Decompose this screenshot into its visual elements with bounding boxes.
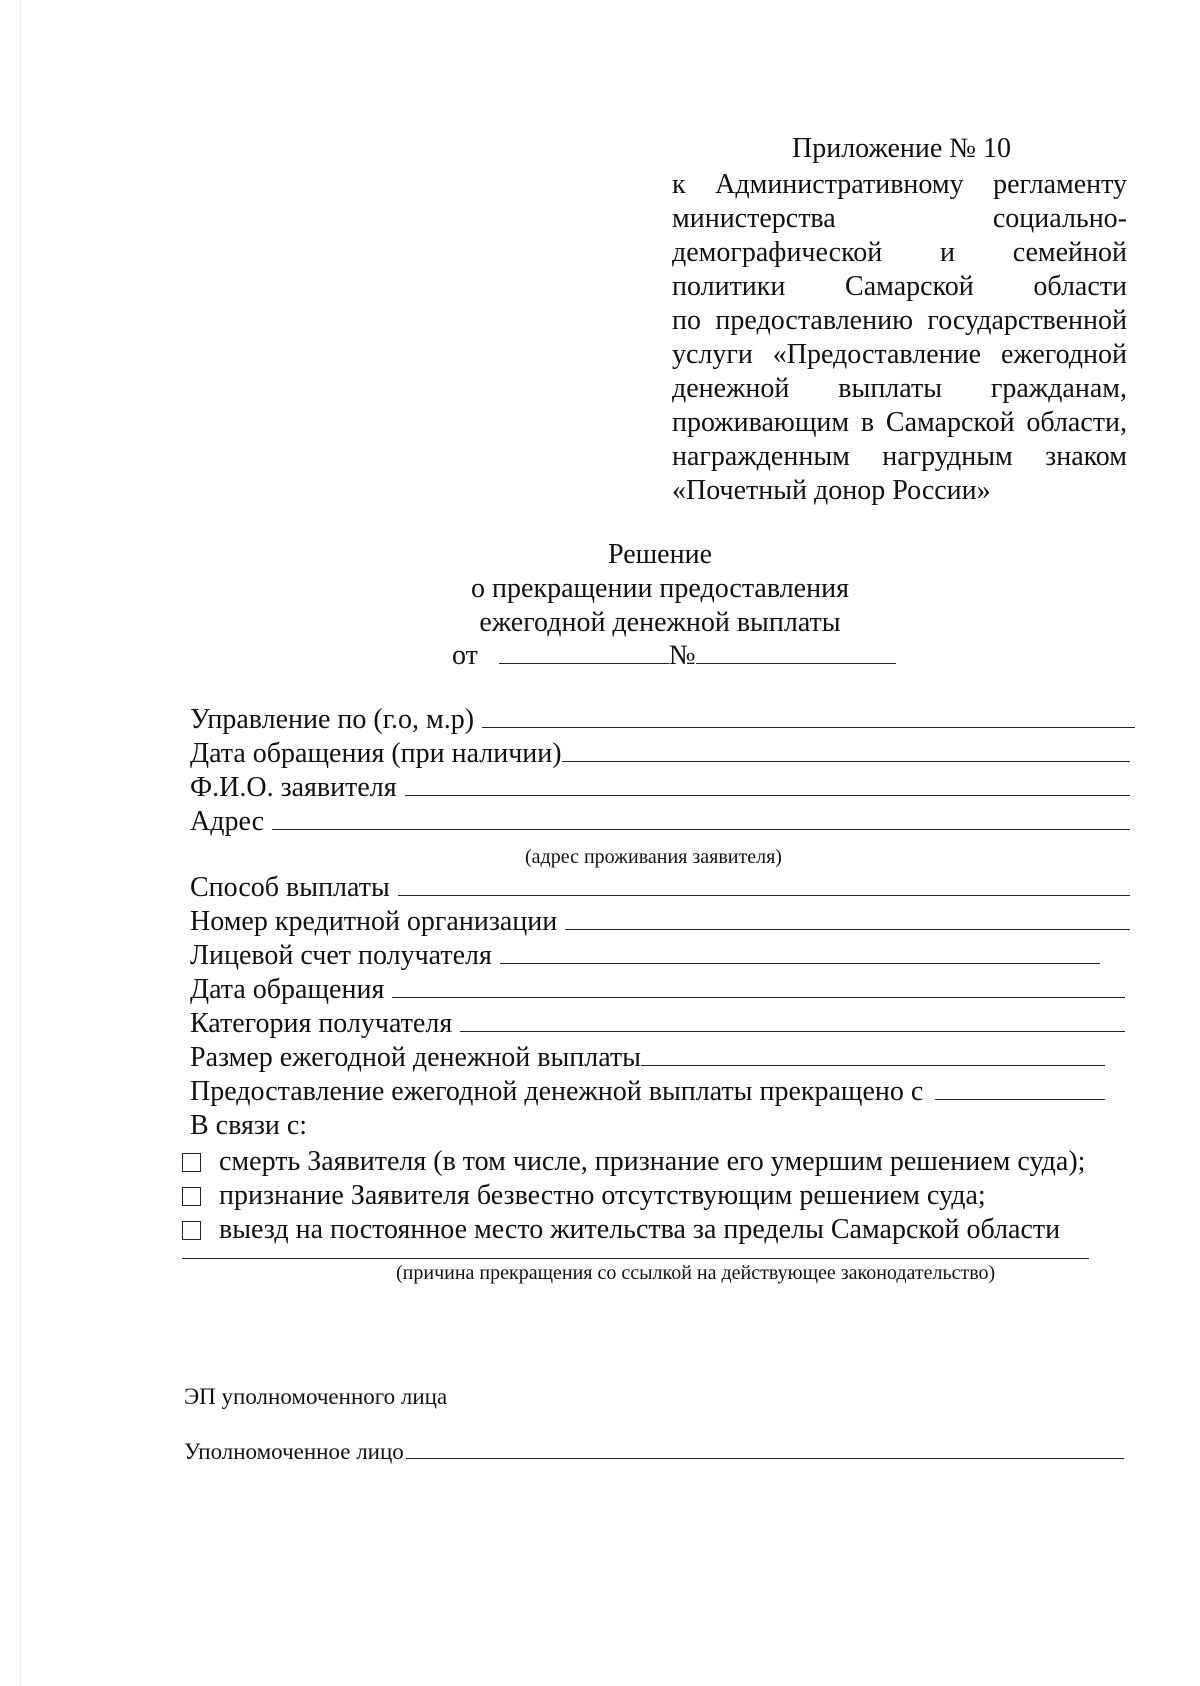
appendix-line: министерства социально-	[672, 203, 1127, 234]
checkbox[interactable]	[182, 1187, 201, 1206]
appendix-line: проживающим в Самарской области,	[672, 407, 1127, 438]
address-field	[190, 806, 1130, 838]
terminated-from-field	[190, 1076, 1105, 1108]
reason-relocation-label: выезд на постоянное место жительства за пределы Самарской области	[219, 1214, 1061, 1245]
appendix-line: к Административному регламенту	[672, 169, 1127, 200]
request-date-blank[interactable]	[392, 975, 1125, 998]
appendix-line: награжденным нагрудным знаком	[672, 441, 1127, 472]
ep-label: ЭП уполномоченного лица	[184, 1384, 448, 1409]
checkbox[interactable]	[182, 1153, 201, 1172]
applicant-name-field	[190, 772, 1130, 804]
payment-method-blank[interactable]	[398, 873, 1130, 896]
recipient-account-field	[190, 940, 1100, 972]
request-date-optional-blank[interactable]	[562, 739, 1130, 762]
authorized-person-blank[interactable]	[406, 1438, 1124, 1459]
appendix-line: по предоставлению государственной	[672, 305, 1127, 336]
address-blank[interactable]	[272, 807, 1130, 830]
decision-subtitle-1: о прекращении предоставления	[471, 573, 849, 604]
reason-death-option[interactable]	[182, 1146, 1085, 1178]
appendix-header	[672, 132, 1127, 508]
appendix-line: «Почетный донор России»	[672, 475, 991, 506]
recipient-account-blank[interactable]	[500, 941, 1100, 964]
decision-heading	[430, 538, 890, 640]
reason-death-label: смерть Заявителя (в том числе, признание его умершим решением суда);	[219, 1146, 1086, 1177]
applicant-name-blank[interactable]	[405, 773, 1130, 796]
applicant-name-label: Ф.И.О. заявителя	[190, 772, 397, 803]
reason-missing-option[interactable]	[182, 1180, 986, 1212]
appendix-line: демографической и семейной	[672, 237, 1127, 268]
credit-org-label: Номер кредитной организации	[190, 906, 558, 937]
payment-method-field	[190, 872, 1130, 904]
decision-number-blank[interactable]	[696, 663, 896, 664]
request-date-label: Дата обращения	[190, 974, 385, 1005]
address-label: Адрес	[190, 806, 265, 837]
department-label: Управление по (г.о, м.р)	[190, 704, 475, 735]
request-date-optional-field	[190, 738, 1130, 770]
request-date-optional-label: Дата обращения (при наличии)	[190, 738, 562, 769]
address-hint: (адрес проживания заявителя)	[525, 846, 782, 868]
recipient-account-label: Лицевой счет получателя	[190, 940, 492, 971]
credit-org-blank[interactable]	[565, 907, 1130, 930]
authorized-person-field	[184, 1438, 1124, 1465]
number-label: №	[668, 640, 696, 671]
terminated-from-blank[interactable]	[935, 1077, 1105, 1100]
recipient-category-blank[interactable]	[460, 1009, 1125, 1032]
in-connection-field	[190, 1110, 590, 1142]
appendix-line: денежной выплаты гражданам,	[672, 373, 1127, 404]
in-connection-label: В связи с:	[190, 1110, 308, 1141]
request-date-field	[190, 974, 1125, 1006]
decision-date-number	[452, 640, 896, 672]
appendix-title: Приложение № 10	[792, 133, 1011, 164]
scan-edge-line	[20, 0, 21, 1686]
from-label: от	[452, 640, 478, 671]
department-blank[interactable]	[482, 705, 1135, 728]
recipient-category-field	[190, 1008, 1125, 1040]
appendix-line: политики Самарской области	[672, 271, 1127, 302]
payment-method-label: Способ выплаты	[190, 872, 390, 903]
decision-title: Решение	[607, 539, 712, 570]
payment-amount-field	[190, 1042, 1105, 1074]
decision-subtitle-2: ежегодной денежной выплаты	[479, 607, 841, 638]
payment-amount-blank[interactable]	[641, 1043, 1105, 1066]
decision-date-blank[interactable]	[499, 663, 669, 664]
authorized-person-label: Уполномоченное лицо	[184, 1439, 404, 1464]
appendix-line: услуги «Предоставление ежегодной	[672, 339, 1127, 370]
department-field	[190, 704, 1135, 736]
credit-org-field	[190, 906, 1130, 938]
reason-hint: (причина прекращения со ссылкой на действующее законодательство)	[396, 1262, 996, 1284]
recipient-category-label: Категория получателя	[190, 1008, 453, 1039]
checkbox[interactable]	[182, 1221, 201, 1240]
reason-blank[interactable]	[182, 1258, 1089, 1259]
payment-amount-label: Размер ежегодной денежной выплаты	[190, 1042, 641, 1073]
reason-missing-label: признание Заявителя безвестно отсутствующим решением суда;	[219, 1180, 986, 1211]
reason-relocation-option[interactable]	[182, 1214, 1060, 1246]
terminated-from-label: Предоставление ежегодной денежной выплаты прекращено с	[190, 1076, 924, 1107]
